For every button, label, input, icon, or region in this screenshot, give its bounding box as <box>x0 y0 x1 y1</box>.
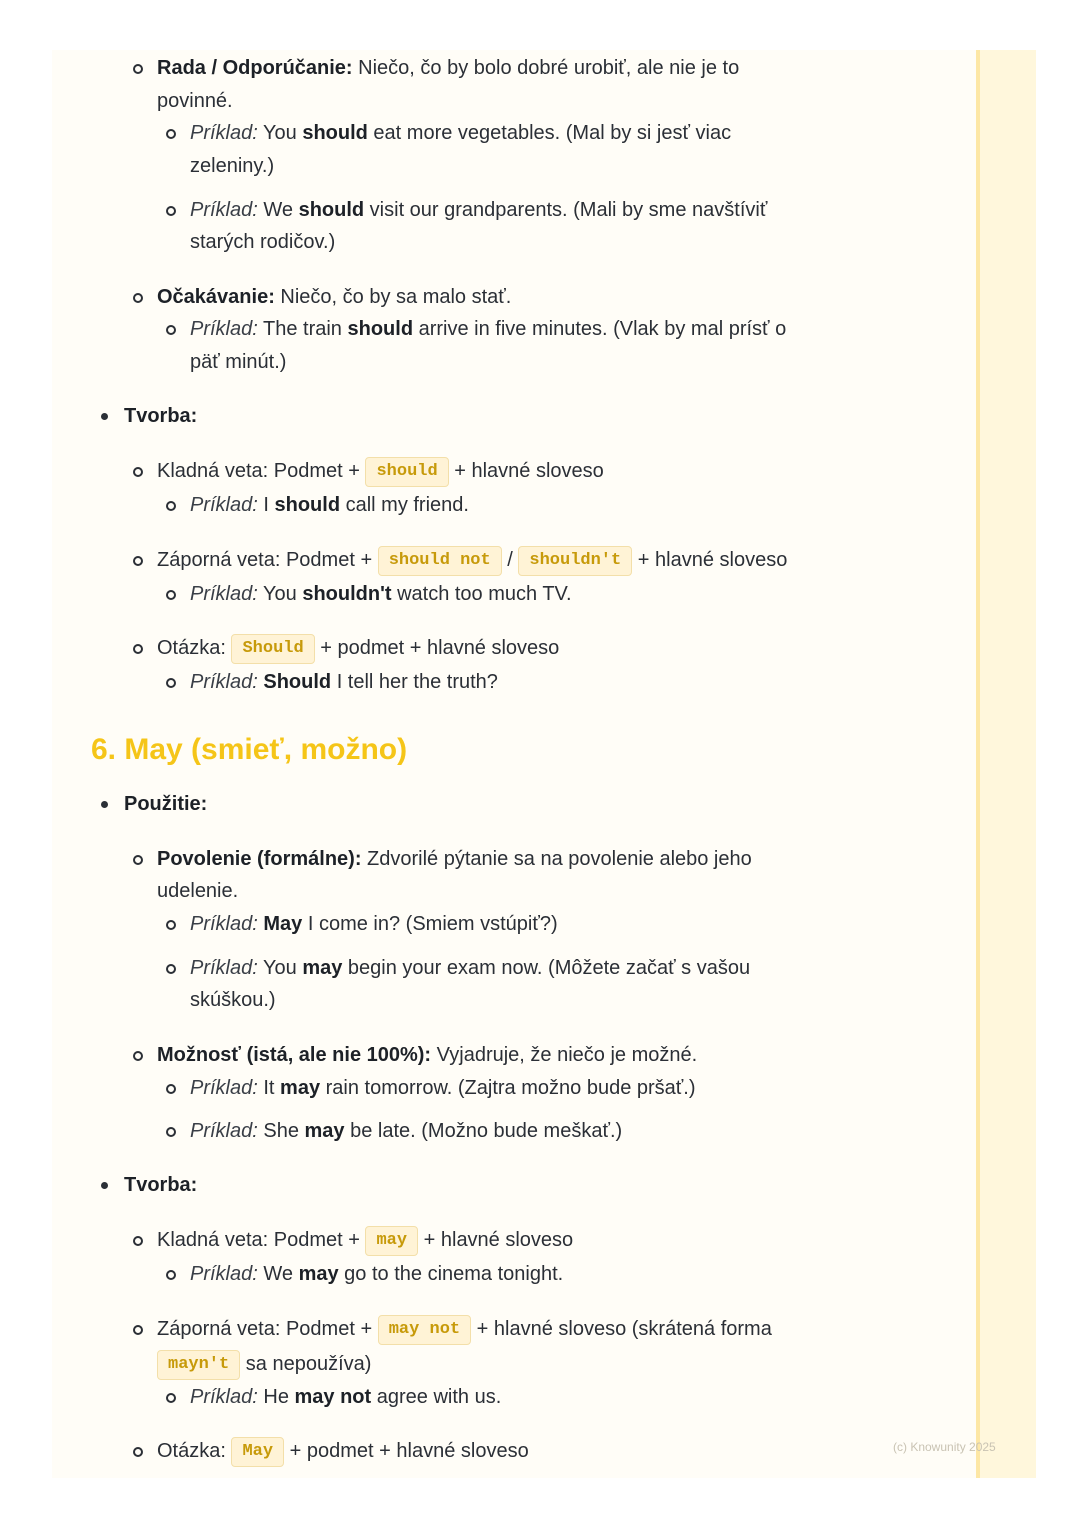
example-line: Príklad: He may not agree with us. <box>190 1386 502 1408</box>
list-bullet <box>133 644 143 654</box>
list-item: Povolenie (formálne): Zdvorilé pýtanie sa na povolenie alebo jeho <box>157 848 752 870</box>
example-line: Príklad: May I come in? (Smiem vstúpiť?) <box>190 913 558 935</box>
example-line: Príklad: Should I tell her the truth? <box>190 671 498 693</box>
list-item: Možnosť (istá, ale nie 100%): Vyjadruje, že niečo je možné. <box>157 1044 698 1066</box>
list-bullet <box>166 1393 176 1403</box>
example-line: Príklad: It may rain tomorrow. (Zajtra možno bude pršať.) <box>190 1077 696 1099</box>
code-snippet: Should <box>231 634 314 664</box>
example-line: päť minút.) <box>190 351 287 373</box>
example-line: Príklad: We should visit our grandparents. (Mali by sme navštíviť <box>190 199 768 221</box>
copyright-footer: (c) Knowunity 2025 <box>893 1440 996 1454</box>
example-line: skúškou.) <box>190 989 276 1011</box>
example-line: Príklad: We may go to the cinema tonight. <box>190 1263 564 1285</box>
formula-line: Otázka: Should + podmet + hlavné sloveso <box>157 632 559 664</box>
formula-line: mayn't sa nepoužíva) <box>157 1348 371 1380</box>
example-line: starých rodičov.) <box>190 231 336 253</box>
list-item-continuation: udelenie. <box>157 880 239 902</box>
formula-line: Záporná veta: Podmet + may not + hlavné sloveso (skrátená forma <box>157 1313 772 1345</box>
code-snippet: may not <box>378 1315 471 1345</box>
formula-line: Otázka: May + podmet + hlavné sloveso <box>157 1435 529 1467</box>
list-bullet <box>133 855 143 865</box>
example-line: Príklad: The train should arrive in five minutes. (Vlak by mal prísť o <box>190 318 787 340</box>
formula-line: Záporná veta: Podmet + should not / shouldn't + hlavné sloveso <box>157 544 787 576</box>
list-item: Rada / Odporúčanie: Niečo, čo by bolo dobré urobiť, ale nie je to <box>157 57 740 79</box>
list-bullet <box>101 1182 108 1189</box>
code-snippet: May <box>231 1437 284 1467</box>
section-label: Použitie: <box>124 793 208 815</box>
list-bullet <box>166 501 176 511</box>
example-line: Príklad: You should eat more vegetables. (Mal by si jesť viac <box>190 122 732 144</box>
list-bullet <box>166 920 176 930</box>
list-bullet <box>133 1236 143 1246</box>
example-line: Príklad: I should call my friend. <box>190 494 469 516</box>
code-snippet: should not <box>378 546 502 576</box>
section-label: Tvorba: <box>124 405 198 427</box>
list-bullet <box>133 1447 143 1457</box>
list-bullet <box>133 64 143 74</box>
example-line: zeleniny.) <box>190 155 275 177</box>
list-item-continuation: povinné. <box>157 90 233 112</box>
list-bullet <box>166 129 176 139</box>
list-bullet <box>166 964 176 974</box>
list-bullet <box>133 1051 143 1061</box>
section-heading: 6. May (smieť, možno) <box>91 733 408 766</box>
list-bullet <box>133 293 143 303</box>
list-bullet <box>166 1084 176 1094</box>
code-snippet: may <box>365 1226 418 1256</box>
list-item: Očakávanie: Niečo, čo by sa malo stať. <box>157 286 512 308</box>
list-bullet <box>166 1127 176 1137</box>
code-snippet: shouldn't <box>518 546 632 576</box>
formula-line: Kladná veta: Podmet + may + hlavné sloveso <box>157 1224 573 1256</box>
list-bullet <box>133 556 143 566</box>
code-snippet: should <box>365 457 448 487</box>
list-bullet <box>133 1325 143 1335</box>
list-bullet <box>166 206 176 216</box>
example-line: Príklad: You shouldn't watch too much TV. <box>190 583 572 605</box>
example-line: Príklad: She may be late. (Možno bude meškať.) <box>190 1120 623 1142</box>
example-line: Príklad: You may begin your exam now. (Môžete začať s vašou <box>190 957 751 979</box>
list-bullet <box>133 467 143 477</box>
list-bullet <box>166 678 176 688</box>
section-label: Tvorba: <box>124 1174 198 1196</box>
list-bullet <box>166 325 176 335</box>
list-bullet <box>101 801 108 808</box>
formula-line: Kladná veta: Podmet + should + hlavné sloveso <box>157 455 604 487</box>
list-bullet <box>166 1270 176 1280</box>
code-snippet: mayn't <box>157 1350 240 1380</box>
list-bullet <box>101 413 108 420</box>
list-bullet <box>166 590 176 600</box>
